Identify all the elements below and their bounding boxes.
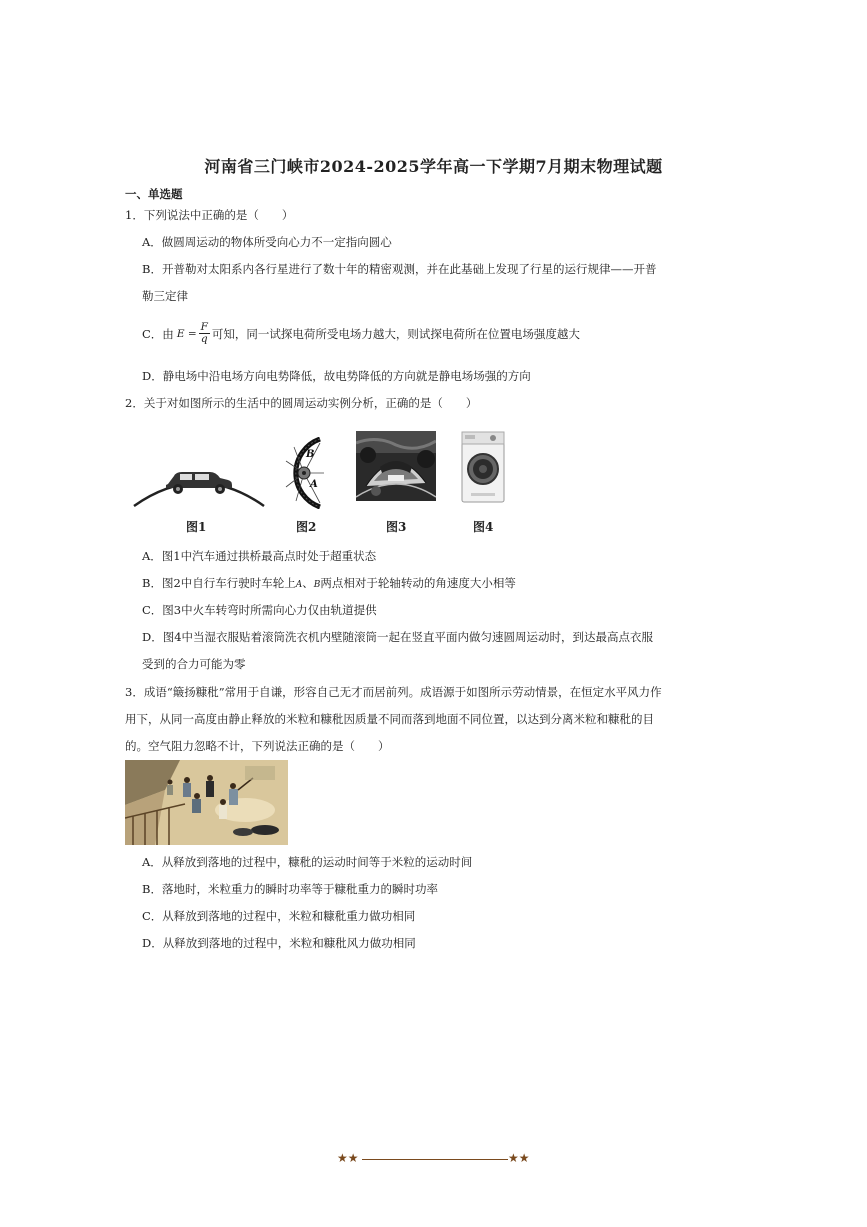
q1-stem: 1．下列说法中正确的是（ ） [125, 208, 294, 222]
q1-option-d: D．静电场中沿电场方向电势降低，故电势降低的方向就是静电场场强的方向 [142, 369, 531, 383]
figure-1-label: 图1 [186, 520, 207, 534]
figure-2-label: 图2 [296, 520, 317, 534]
q2-option-b-separator: 、 [302, 576, 314, 590]
car-icon [166, 472, 232, 494]
q2-option-b-suffix: 两点相对于轮轴转动的角速度大小相等 [320, 576, 516, 590]
figure-1-car-on-bridge [130, 452, 268, 510]
wheel-point-b-label: B [306, 449, 315, 460]
q3-stem-line3: 的。空气阻力忽略不计，下列说法正确的是（ ） [125, 739, 390, 753]
q3-option-b: B．落地时，米粒重力的瞬时功率等于糠秕重力的瞬时功率 [142, 882, 438, 896]
formula-lhs: E = [176, 327, 197, 340]
q1-option-a: A．做圆周运动的物体所受向心力不一定指向圆心 [142, 235, 392, 249]
formula-numerator: F [200, 321, 208, 333]
figure-4-washing-machine [461, 431, 505, 503]
footer-divider [362, 1159, 508, 1160]
footer-stars-left: ★★ [337, 1151, 359, 1165]
q1-option-b-line1: B．开普勒对太阳系内各行星进行了数十年的精密观测，并在此基础上发现了行星的运行规律——开普 [142, 262, 657, 276]
q1-option-b-line2: 勒三定律 [142, 289, 188, 303]
section-heading: 一、单选题 [125, 187, 183, 201]
q2-option-d-line2: 受到的合力可能为零 [142, 657, 246, 671]
q3-stem-line1: 3．成语“簸扬糠秕”常用于自谦，形容自己无才而居前列。成语源于如图所示劳动情景，在恒定水平风力作 [125, 685, 662, 699]
q2-option-a: A．图1中汽车通过拱桥最高点时处于超重状态 [142, 549, 377, 563]
footer-stars-right: ★★ [508, 1151, 530, 1165]
q1-option-c [142, 322, 580, 345]
wheel-point-a-label: A [310, 479, 318, 490]
q1-option-c-suffix: 可知，同一试探电荷所受电场力越大，则试探电荷所在位置电场强度越大 [211, 326, 580, 341]
q3-option-c: C．从释放到落地的过程中，米粒和糠秕重力做功相同 [142, 909, 416, 923]
q3-stem-line2: 用下，从同一高度由静止释放的米粒和糠秕因质量不同而落到地面不同位置，以达到分离米粒和糠秕的目 [125, 712, 654, 726]
figure-3-train-on-curve [356, 431, 436, 501]
q1-option-c-prefix: C．由 [142, 326, 174, 341]
q2-stem: 2．关于对如图所示的生活中的圆周运动实例分析，正确的是（ ） [125, 396, 478, 410]
q2-option-c: C．图3中火车转弯时所需向心力仅由轨道提供 [142, 603, 377, 617]
q2-option-b [142, 576, 516, 592]
formula-fraction [199, 322, 210, 345]
point-a-label: A [295, 580, 303, 590]
figure-winnowing-painting [125, 760, 288, 845]
figure-3-label: 图3 [386, 520, 407, 534]
q3-option-a: A．从释放到落地的过程中，糠秕的运动时间等于米粒的运动时间 [142, 855, 473, 869]
point-b-label: B [313, 580, 321, 590]
figure-2-bicycle-wheel [280, 437, 338, 509]
q3-option-d: D．从释放到落地的过程中，米粒和糠秕风力做功相同 [142, 936, 416, 950]
page-title: 河南省三门峡市2024-2025学年高一下学期7月期末物理试题 [204, 157, 663, 176]
figure-4-label: 图4 [473, 520, 494, 534]
q2-option-b-prefix: B．图2中自行车行驶时车轮上 [142, 576, 296, 590]
q2-option-d-line1: D．图4中当湿衣服贴着滚筒洗衣机内壁随滚筒一起在竖直平面内做匀速圆周运动时，到达最高点衣服 [142, 630, 654, 644]
formula-denominator: q [200, 333, 208, 345]
